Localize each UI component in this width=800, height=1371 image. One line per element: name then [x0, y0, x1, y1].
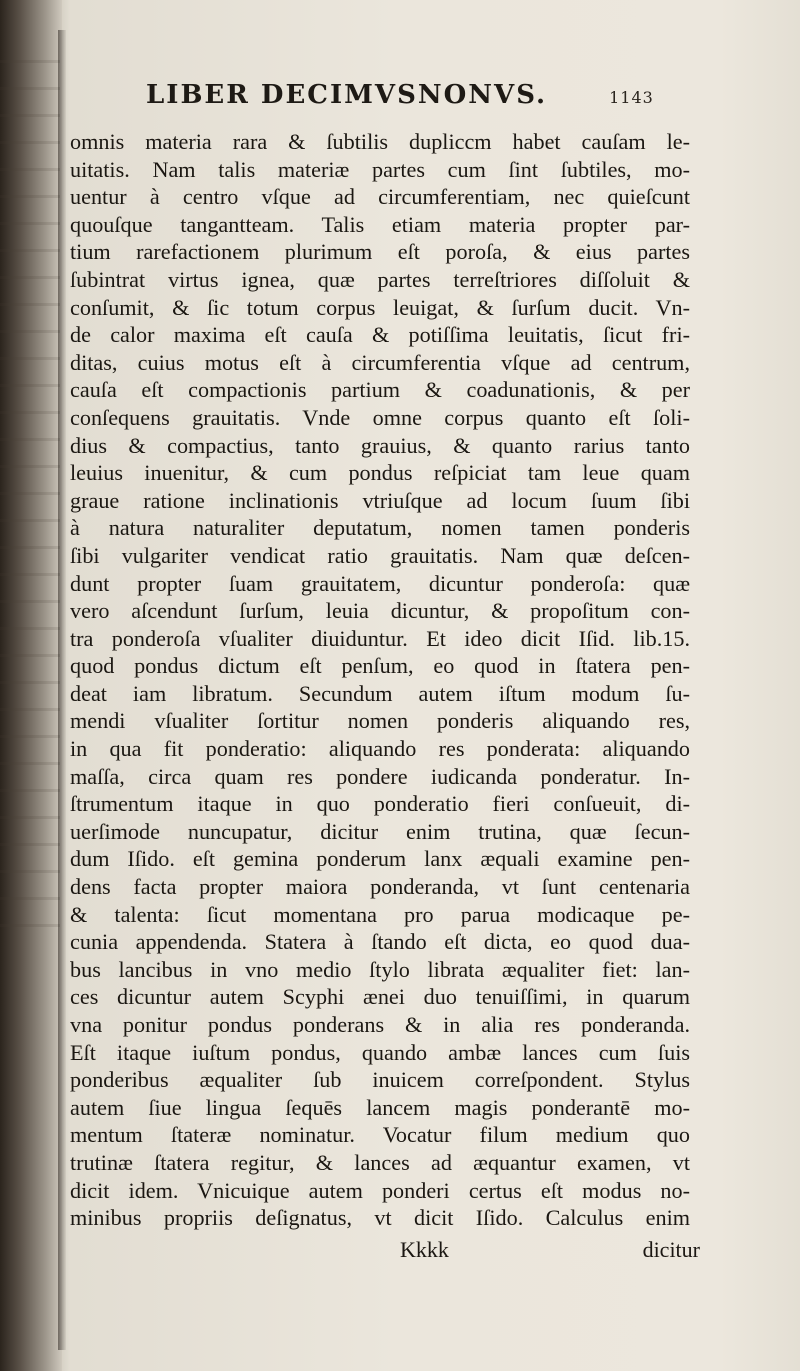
- body-text: [70, 128, 690, 1232]
- text-line: graue ratione inclinationis vtriuſque ad locum ſuum ſibi: [70, 487, 690, 513]
- text-line: tium rarefactionem plurimum eſt poroſa, & eius partes: [70, 239, 690, 265]
- text-line: leuius inuenitur, & cum pondus reſpiciat tam leue quam: [70, 460, 690, 486]
- text-line: uitatis. Nam talis materiæ partes cum ſint ſubtiles, mo-: [70, 156, 690, 182]
- text-line: dens facta propter maiora ponderanda, vt ſunt centenaria: [70, 874, 690, 900]
- text-line: ditas, cuius motus eſt à circumferentia vſque ad centrum,: [70, 349, 690, 375]
- text-line: vna ponitur pondus ponderans & in alia res ponderanda.: [70, 1012, 690, 1037]
- text-line: quod pondus dictum eſt penſum, eo quod in ſtatera pen-: [70, 653, 690, 679]
- text-line: ſubintrat virtus ignea, quæ partes terreſtriores diſſoluit &: [70, 266, 690, 292]
- text-line: de calor maxima eſt cauſa & potiſſima leuitatis, ſicut fri-: [70, 322, 690, 348]
- page-footer: [400, 1237, 700, 1263]
- text-line: dicit idem. Vnicuique autem ponderi certus eſt modus no-: [70, 1177, 690, 1203]
- text-line: quouſque tangantteam. Talis etiam materia propter par-: [70, 211, 690, 237]
- text-line: Eſt itaque iuſtum pondus, quando ambæ lances cum ſuis: [70, 1039, 690, 1065]
- text-line: cunia appendenda. Statera à ſtando eſt dicta, eo quod dua-: [70, 929, 690, 955]
- text-line: autem ſiue lingua ſequēs lancem magis ponderantē mo-: [70, 1094, 690, 1120]
- page-header: [146, 80, 706, 120]
- text-line: à natura naturaliter deputatum, nomen tamen ponderis: [70, 515, 690, 541]
- text-line: minibus propriis deſignatus, vt dicit Iſido. Calculus enim: [70, 1205, 690, 1231]
- text-line: mentum ſtateræ nominatur. Vocatur filum medium quo: [70, 1122, 690, 1148]
- text-line: & talenta: ſicut momentana pro parua modicaque pe-: [70, 901, 690, 927]
- text-line: bus lancibus in vno medio ſtylo librata æqualiter fiet: lan-: [70, 956, 690, 982]
- text-line: ſtrumentum itaque in quo ponderatio fieri conſueuit, di-: [70, 791, 690, 817]
- text-line: ponderibus æqualiter ſub inuicem correſpondent. Stylus: [70, 1067, 690, 1093]
- text-line: dius & compactius, tanto grauius, & quanto rarius tanto: [70, 432, 690, 458]
- text-line: vero aſcendunt ſurſum, leuia dicuntur, & propoſitum con-: [70, 598, 690, 624]
- text-line: tra ponderoſa vſualiter diuiduntur. Et ideo dicit Iſid. lib.15.: [70, 625, 690, 651]
- text-line: uentur à centro vſque ad circumferentiam, nec quieſcunt: [70, 184, 690, 210]
- gutter-print-bleed: [0, 60, 60, 940]
- book-page: [60, 0, 800, 1371]
- running-head: LIBER DECIMVSNONVS.: [146, 80, 548, 110]
- text-line: in qua fit ponderatio: aliquando res ponderata: aliquando: [70, 736, 690, 762]
- text-line: cauſa eſt compactionis partium & coadunationis, & per: [70, 377, 690, 403]
- text-line: mendi vſualiter ſortitur nomen ponderis aliquando res,: [70, 708, 690, 734]
- text-line: ces dicuntur autem Scyphi ænei duo tenuiſſimi, in quarum: [70, 984, 690, 1010]
- text-line: dum Iſido. eſt gemina ponderum lanx æquali examine pen-: [70, 846, 690, 872]
- catchword: dicitur: [642, 1237, 700, 1262]
- text-line: deat iam libratum. Secundum autem iſtum modum ſu-: [70, 680, 690, 706]
- text-line: conſumit, & ſic totum corpus leuigat, & ſurſum ducit. Vn-: [70, 294, 690, 320]
- text-line: ſibi vulgariter vendicat ratio grauitatis. Nam quæ deſcen-: [70, 542, 690, 568]
- signature-mark: Kkkk: [400, 1237, 449, 1262]
- text-line: trutinæ ſtatera regitur, & lances ad æquantur examen, vt: [70, 1149, 690, 1175]
- text-line: conſequens grauitatis. Vnde omne corpus quanto eſt ſoli-: [70, 404, 690, 430]
- text-line: omnis materia rara & ſubtilis dupliccm habet cauſam le-: [70, 129, 690, 154]
- text-line: dunt propter ſuam grauitatem, dicuntur ponderoſa: quæ: [70, 570, 690, 596]
- page-number: 1143: [609, 88, 654, 107]
- text-line: uerſimode nuncupatur, dicitur enim trutina, quæ ſecun-: [70, 818, 690, 844]
- text-line: maſſa, circa quam res pondere iudicanda ponderatur. In-: [70, 763, 690, 789]
